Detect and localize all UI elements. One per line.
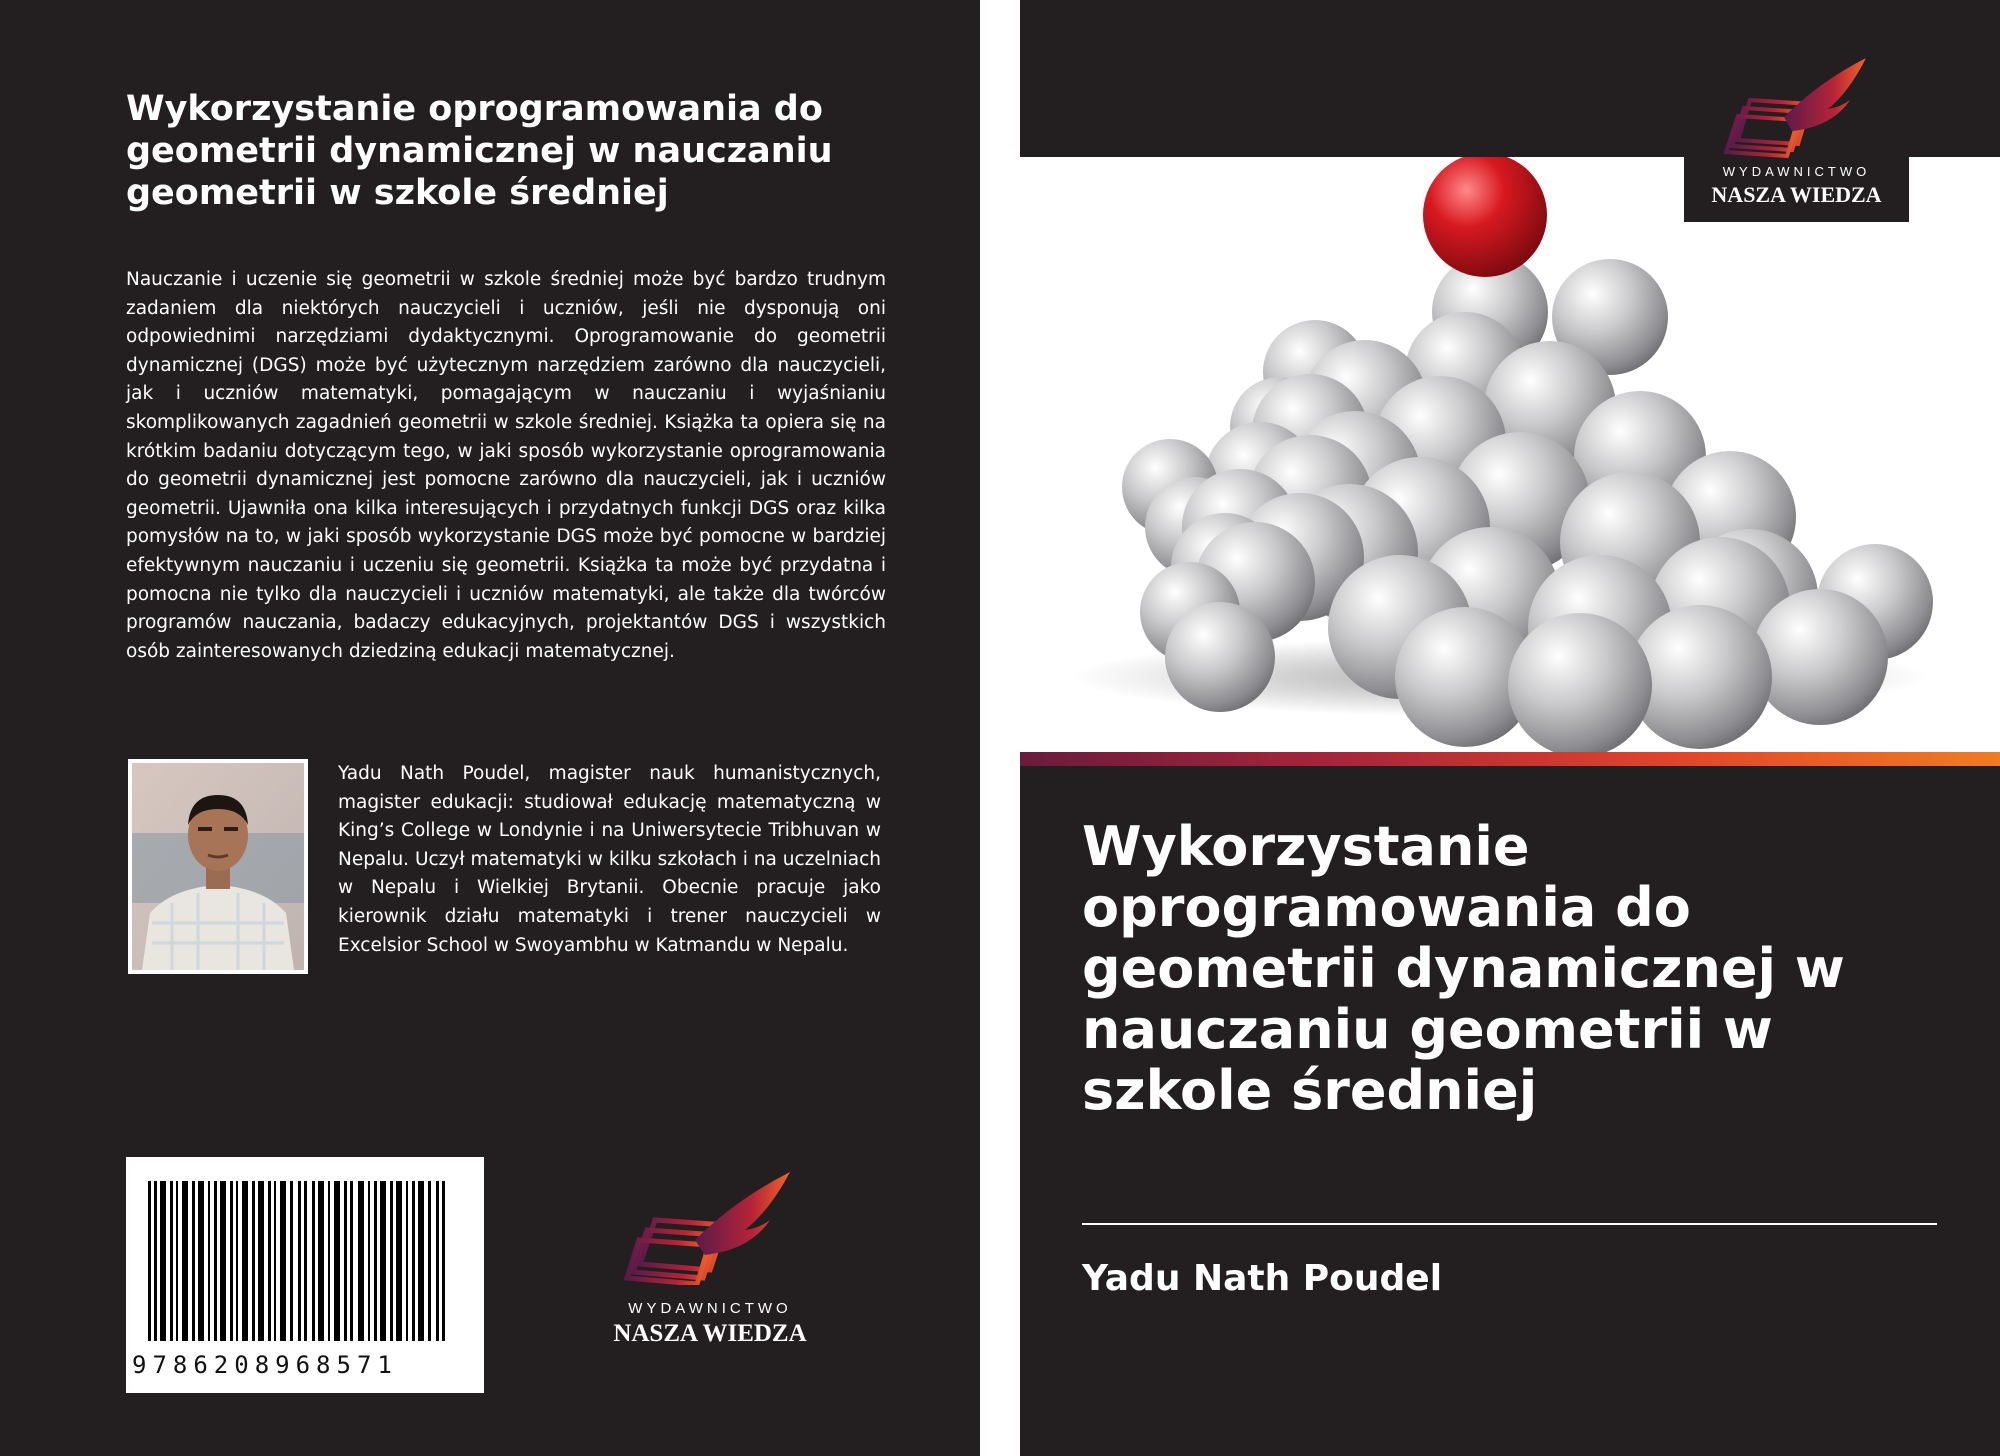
back-cover — [0, 0, 980, 1456]
publisher-line2: NASZA WIEDZA — [1711, 182, 1882, 207]
publisher-line2: NASZA WIEDZA — [613, 1320, 807, 1347]
front-publisher-logo — [1684, 52, 1909, 222]
front-title: Wykorzystanie oprogramowania do geometrii dynamicznej w nauczaniu geometrii w szkole średniej — [1082, 815, 1845, 1122]
title-divider — [1082, 1223, 1937, 1225]
grey-sphere — [1165, 602, 1275, 712]
front-cover — [1020, 0, 2000, 1456]
spine-gap — [980, 0, 1020, 1456]
front-author: Yadu Nath Poudel — [1082, 1258, 1443, 1299]
publisher-logo — [585, 1160, 835, 1350]
book-quill-icon — [585, 1160, 835, 1285]
isbn-barcode — [126, 1157, 484, 1393]
back-title: Wykorzystanie oprogramowania do geometrii dynamicznej w nauczaniu geometrii w szkole średniej — [126, 89, 833, 213]
grey-sphere — [1508, 613, 1652, 752]
accent-gradient-bar — [1020, 752, 2000, 766]
sphere-pyramid-image — [1020, 157, 2000, 752]
author-photo — [128, 759, 308, 974]
publisher-line1: WYDAWNICTWO — [1722, 164, 1871, 179]
isbn-number: 9786208968571 — [132, 1351, 398, 1379]
publisher-line1: WYDAWNICTWO — [628, 1300, 792, 1317]
sphere-pyramid-graphic — [1020, 157, 2000, 752]
red-sphere — [1423, 157, 1547, 277]
back-blurb: Nauczanie i uczenie się geometrii w szkole średniej może być bardzo trudnym zadaniem dla niektórych nauczycieli i uczniów, jeśli nie dysponują oni odpowiednimi narzędziami dydaktycznymi. Oprogramowanie do geometrii dynamicznej (DGS) może być użytecznym narzędziem zarówno dla nauczycieli, jak i uczniów matematyki, pomagającym w nauczaniu i wyjaśnianiu skomplikowanych zagadnień geometrii w szkole średniej. Książka ta opiera się na krótkim badaniu dotyczącym tego, w jaki sposób wykorzystanie oprogramowania do geometrii dynamicznej jest pomocne zarówno dla nauczycieli, jak i uczniów geometrii. Ujawniła ona kilka interesujących i przydatnych funkcji DGS oraz kilka pomysłów na to, w jaki sposób wykorzystanie DGS może być pomocne w bardziej efektywnym nauczaniu i uczeniu się geometrii. Książka ta może być przydatna i pomocna nie tylko dla nauczycieli i uczniów matematyki, ale także dla twórców programów nauczania, badaczy edukacyjnych, projektantów DGS i wszystkich osób zainteresowanych dziedziną edukacji matematycznej. — [126, 269, 886, 662]
grey-sphere — [1752, 589, 1888, 725]
book-quill-icon — [1684, 52, 1909, 164]
author-bio: Yadu Nath Poudel, magister nauk humanistycznych, magister edukacji: studiował edukację matematyczną w King’s College w Londynie i na Uniwersytecie Tribhuvan w Nepalu. Uczył matematyki w kilku szkołach i na uczelniach w Nepalu i Wielkiej Brytanii. Obecnie pracuje jako kierownik działu matematyki i trener nauczycieli w Excelsior School w Swoyambhu w Katmandu w Nepalu. — [338, 763, 881, 956]
barcode-bars — [148, 1181, 462, 1341]
